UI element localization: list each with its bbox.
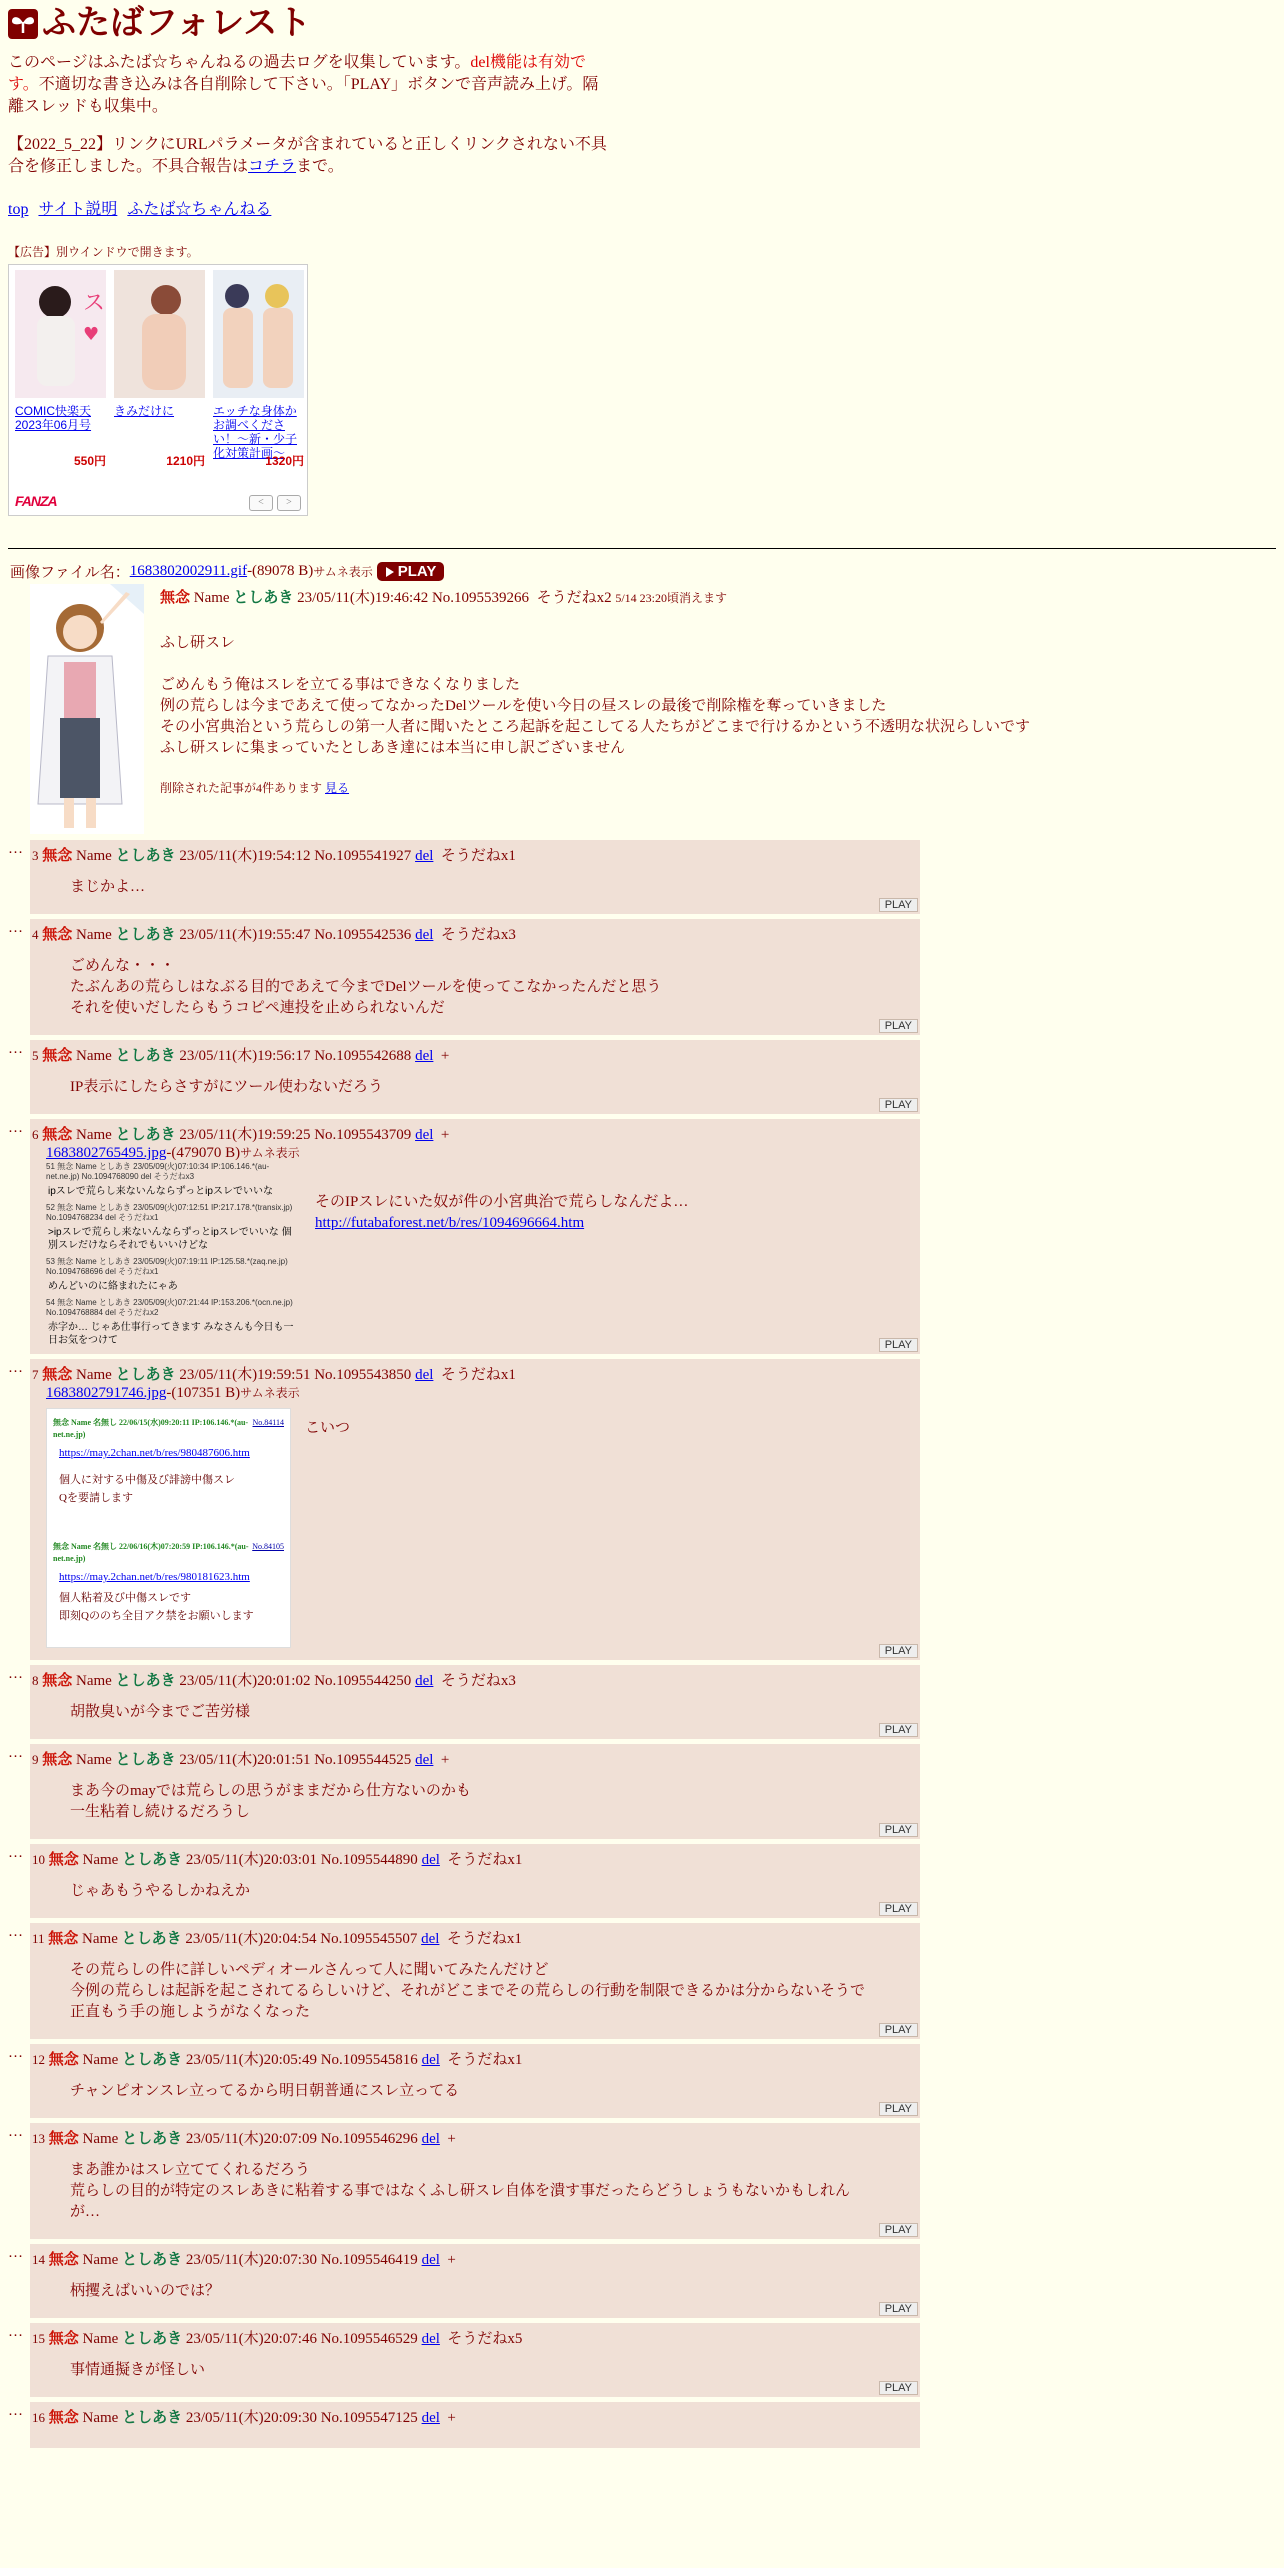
poster-name: としあき (233, 590, 294, 606)
futaba-leaf-icon (8, 9, 38, 39)
deleted-note: 削除された記事が4件あります 見る (160, 781, 350, 795)
play-button[interactable]: PLAY (879, 2302, 918, 2316)
post-number[interactable]: No.1095546419 (320, 2252, 418, 2268)
sodane-button[interactable]: そうだねx1 (447, 1852, 523, 1868)
ad-prev-button[interactable]: < (249, 495, 273, 511)
op-header: 無念 Name としあき 23/05/11(木)19:46:42 No.1095539266 そうだねx2 5/14 23:20頃消えます (160, 590, 727, 606)
reply-number: 7 (32, 1367, 39, 1382)
reply-post: … 4 無念 Name としあき 23/05/11(木)19:55:47 No.1095542536 del そうだねx3 ごめんな・・・ たぶんあの荒らしはなぶる目的であえて今までDelツールを使ってこなかったんだと思う それを使いだしたらもうコピペ連投を止められないんだ PLAY (8, 919, 1276, 1035)
del-link[interactable]: del (421, 1852, 440, 1868)
play-button[interactable]: PLAY (377, 562, 445, 581)
ad-item[interactable] (15, 270, 106, 469)
post-number[interactable]: No.1095541927 (314, 848, 412, 864)
bug-report-link[interactable]: コチラ (248, 158, 297, 175)
del-link[interactable]: del (415, 1752, 434, 1768)
reply-number: 4 (32, 927, 39, 942)
reply-number: 6 (32, 1127, 39, 1142)
post-number[interactable]: No.1095544250 (314, 1673, 412, 1689)
sodane-button[interactable]: そうだねx1 (440, 1367, 516, 1383)
show-deleted-link[interactable]: 見る (325, 781, 350, 795)
play-button[interactable]: PLAY (879, 2223, 918, 2237)
del-link[interactable]: del (421, 2410, 440, 2426)
sodane-button[interactable]: そうだねx1 (446, 1931, 522, 1947)
reply-number: 14 (32, 2252, 45, 2267)
reply-list (8, 840, 1276, 2448)
sodane-button[interactable]: + (440, 1752, 450, 1768)
divider (8, 548, 1276, 549)
site-header (8, 6, 1276, 42)
ad-item-price: 550円 (73, 454, 106, 468)
thumb-toggle[interactable]: サムネ表示 (240, 1146, 300, 1160)
sodane-button[interactable]: そうだねx3 (440, 1673, 516, 1689)
reply-post: … 9 無念 Name としあき 23/05/11(木)20:01:51 No.1095544525 del + まあ今のmayでは荒らしの思うがままだから仕方ないのかも 一生粘着し続けるだろうし PLAY (8, 1744, 1276, 1839)
reply-number: 3 (32, 848, 39, 863)
ad-cover-image[interactable] (15, 270, 106, 398)
reply-post: … 10 無念 Name としあき 23/05/11(木)20:03:01 No.1095544890 del そうだねx1 じゃあもうやるしかねえか PLAY (8, 1844, 1276, 1918)
reply-post: … 7 無念 Name としあき 23/05/11(木)19:59:51 No.1095543850 del そうだねx1 1683802791746.jpg-(107351 B)サムネ表示 No.84114 無念 Name 名無し 22/06/15(水)09:20:11 IP:106.146.*(au-net.ne.jp) https://may.2chan.net/b/res/980487606.htm 個人に対する中傷及び誹謗中傷スレ Qを要請します No.84105 無念 Name 名無し 22/06/16(木)07:20:59 IP:106.146.*(au-net.ne.jp) https://may.2chan.net/b/res/980181623.htm 個人粘着及び中傷スレです 即刻Qののち全目アク禁をお願いします こいつ PLAY (8, 1359, 1276, 1660)
ad-cover-image[interactable] (114, 270, 205, 398)
post-number[interactable]: No.1095546296 (320, 2131, 418, 2147)
sodane-button[interactable]: そうだねx3 (440, 927, 516, 943)
play-button[interactable]: PLAY (879, 1902, 918, 1916)
reply-post: … 8 無念 Name としあき 23/05/11(木)20:01:02 No.1095544250 del そうだねx3 胡散臭いが今までご苦労様 PLAY (8, 1665, 1276, 1739)
reply-post: … 14 無念 Name としあき 23/05/11(木)20:07:30 No.1095546419 del + 柄攫えばいいのでは？ PLAY (8, 2244, 1276, 2318)
reply-number: 12 (32, 2052, 45, 2067)
post-number[interactable]: No.1095546529 (320, 2331, 418, 2347)
post-subject: 無念 (160, 590, 191, 606)
reply-post: … 12 無念 Name としあき 23/05/11(木)20:05:49 No.1095545816 del そうだねx1 チャンピオンスレ立ってるから明日朝普通にスレ立ってる PLAY (8, 2044, 1276, 2118)
reply-post: … 6 無念 Name としあき 23/05/11(木)19:59:25 No.1095543709 del + 1683802765495.jpg-(479070 B)サムネ表示 51 無念 Name としあき 23/05/09(火)07:10:34 IP:106.146.*(au-net.ne.jp) No.1094768090 del そうだねx3 ipスレで荒らし来ないんならずっとipスレでいいな 52 無念 Name としあき 23/05/09(火)07:12:51 IP:217.178.*(transix.jp) No.1094768234 del そうだねx1 >ipスレで荒らし来ないんならずっとipスレでいいな 個別スレだけならそれでもいいけどな 53 無念 Name としあき 23/05/09(火)07:19:11 IP:125.58.*(zaq.ne.jp) No.1094768696 del そうだねx1 めんどいのに絡まれたにゃあ 54 無念 Name としあき 23/05/09(火)07:21:44 IP:153.206.*(ocn.ne.jp) No.1094768884 del そうだねx2 赤字か… じゃあ仕事行ってきます みなさんも今日も一日お気をつけて そのIPスレにいた奴が件の小宮典治で荒らしなんだよ… http://futabaforest.net/b/res/1094696664.htm PLAY (8, 1119, 1276, 1354)
svg-text:ス: ス (83, 291, 106, 316)
post-number[interactable]: No.1095539266 (431, 590, 530, 606)
fanza-logo: FANZA (15, 493, 57, 509)
sodane-button[interactable]: そうだねx2 (536, 590, 612, 606)
del-link[interactable]: del (421, 1931, 440, 1947)
reply-post: … 3 無念 Name としあき 23/05/11(木)19:54:12 No.1095541927 del そうだねx1 まじかよ… PLAY (8, 840, 1276, 914)
thumb-toggle[interactable]: サムネ表示 (240, 1386, 300, 1400)
nav-top-link[interactable]: top (8, 201, 29, 218)
sodane-button[interactable]: + (440, 1127, 450, 1143)
ad-item-title[interactable]: エッチな身体かお調べください！〜新・少子化対策計画〜 (213, 404, 298, 460)
reply-number: 15 (32, 2331, 45, 2346)
ad-label: 【広告】別ウインドウで開きます。 (8, 245, 199, 259)
post-number[interactable]: No.1095547125 (320, 2410, 418, 2426)
play-button[interactable]: PLAY (879, 1338, 918, 1352)
bug-notice: 【2022_5_22】リンクにURLパラメータが含まれていると正しくリンクされない不具合を修正しました。不具合報告はコチラまで。 (8, 136, 607, 175)
ad-item-price: 1320円 (265, 454, 304, 468)
play-button[interactable]: PLAY (879, 2102, 918, 2116)
reply-number: 8 (32, 1673, 39, 1688)
top-nav (8, 196, 1276, 219)
del-link[interactable]: del (421, 2131, 440, 2147)
reply-post: … 16 無念 Name としあき 23/05/11(木)20:09:30 No.1095547125 del + (8, 2402, 1276, 2448)
ad-item-price: 1210円 (166, 454, 205, 468)
ad-item[interactable] (114, 270, 205, 469)
reply-post: … 13 無念 Name としあき 23/05/11(木)20:07:09 No.1095546296 del + まあ誰かはスレ立ててくれるだろう 荒らしの目的が特定のスレあきに粘着する事ではなくふし研スレ自体を潰す事だったらどうしょうもないかもしれんが… PLAY (8, 2123, 1276, 2239)
play-icon (385, 566, 395, 578)
ad-cover-image[interactable] (213, 270, 304, 398)
del-link[interactable]: del (415, 1673, 434, 1689)
ad-banner (8, 264, 308, 516)
reply-post: … 5 無念 Name としあき 23/05/11(木)19:56:17 No.1095542688 del + IP表示にしたらさすがにツール使わないだろう PLAY (8, 1040, 1276, 1114)
del-link[interactable]: del (421, 2052, 440, 2068)
op-image[interactable] (30, 584, 144, 834)
del-link[interactable]: del (415, 1127, 434, 1143)
sodane-button[interactable]: + (447, 2131, 456, 2147)
reply-image[interactable]: 51 無念 Name としあき 23/05/09(火)07:10:34 IP:106.146.*(au-net.ne.jp) No.1094768090 del そうだねx3 ipスレで荒らし来ないんならずっとipスレでいいな 52 無念 Name としあき 23/05/09(火)07:12:51 IP:217.178.*(transix.jp) No.1094768234 del そうだねx1 >ipスレで荒らし来ないんならずっとipスレでいいな 個別スレだけならそれでもいいけどな 53 無念 Name としあき 23/05/09(火)07:19:11 IP:125.58.*(zaq.ne.jp) No.1094768696 del そうだねx1 めんどいのに絡まれたにゃあ 54 無念 Name としあき 23/05/09(火)07:21:44 IP:153.206.*(ocn.ne.jp) No.1094768884 del そうだねx2 赤字か… じゃあ仕事行ってきます みなさんも今日も一日お気をつけて (46, 1162, 294, 1346)
play-button[interactable]: PLAY (879, 1823, 918, 1837)
op-message: ふし研スレ ごめんもう俺はスレを立てる事はできなくなりました 例の荒らしは今まであえて使ってなかったDelツールを使い今日の昼スレの最後で削除権を奪っていきました その小宮典治という荒らしの第一人者に聞いたところ起訴を起こしてる人たちがどこまで行けるかという不透明な状況らしいです ふし研スレに集まっていたとしあき達には本当に申し訳ございません (160, 635, 1031, 756)
play-button[interactable]: PLAY (879, 2381, 918, 2395)
nav-futaba-link[interactable]: ふたば☆ちゃんねる (127, 201, 272, 218)
reply-number: 9 (32, 1752, 39, 1767)
play-button[interactable]: PLAY (879, 1019, 918, 1033)
site-intro: このページはふたば☆ちゃんねるの過去ログを収集しています。del機能は有効です。不適切な書き込みは各自削除して下さい。「PLAY」ボタンで音声読み上げ。隔離スレッドも収集中。 (8, 54, 599, 115)
expire-note: 5/14 23:20頃消えます (615, 591, 727, 605)
post-number[interactable]: No.1095544890 (320, 1852, 418, 1868)
post-number[interactable]: No.1095543709 (314, 1127, 412, 1143)
post-number[interactable]: No.1095545816 (320, 2052, 418, 2068)
reply-number: 5 (32, 1048, 39, 1063)
play-button[interactable]: PLAY (879, 898, 918, 912)
post-datetime: 23/05/11(木)19:46:42 (297, 590, 429, 606)
reply-post: … 15 無念 Name としあき 23/05/11(木)20:07:46 No.1095546529 del そうだねx5 事情通擬きが怪しい PLAY (8, 2323, 1276, 2397)
del-link[interactable]: del (415, 848, 434, 864)
sodane-button[interactable]: そうだねx1 (440, 848, 516, 864)
reply-image[interactable]: No.84114 無念 Name 名無し 22/06/15(水)09:20:11 IP:106.146.*(au-net.ne.jp) https://may.2chan.net/b/res/980487606.htm 個人に対する中傷及び誹謗中傷スレ Qを要請します No.84105 無念 Name 名無し 22/06/16(木)07:20:59 IP:106.146.*(au-net.ne.jp) https://may.2chan.net/b/res/980181623.htm 個人粘着及び中傷スレです 即刻Qののち全目アク禁をお願いします (46, 1408, 291, 1648)
ad-item-title[interactable]: COMIC快楽天 2023年06月号 (15, 404, 92, 432)
ad-item[interactable] (213, 270, 304, 469)
site-title: ふたばフォレスト (42, 5, 312, 42)
post-number[interactable]: No.1095544525 (314, 1752, 412, 1768)
del-link[interactable]: del (421, 2331, 440, 2347)
del-link[interactable]: del (421, 2252, 440, 2268)
op-file-link[interactable]: 1683802002911.gif (129, 563, 248, 579)
ad-next-button[interactable]: > (277, 495, 301, 511)
reply-number: 13 (32, 2131, 45, 2146)
play-button[interactable]: PLAY (879, 1098, 918, 1112)
post-number[interactable]: No.1095542536 (314, 927, 412, 943)
sodane-button[interactable]: + (447, 2410, 456, 2426)
reply-number: 16 (32, 2410, 45, 2425)
reply-post: … 11 無念 Name としあき 23/05/11(木)20:04:54 No.1095545507 del そうだねx1 その荒らしの件に詳しいペディオールさんって人に聞いてみたんだけど 今例の荒らしは起訴を起こされてるらしいけど、それがどこまでその荒らしの行動を制限できるかは分からないそうで 正直もう手の施しようがなくなった PLAY (8, 1923, 1276, 2039)
sodane-button[interactable]: + (447, 2252, 456, 2268)
op-file-line: 画像ファイル名： 1683802002911.gif -(89078 B) サムネ表示 PLAY (10, 561, 1276, 582)
post-number[interactable]: No.1095543850 (314, 1367, 412, 1383)
nav-about-link[interactable]: サイト説明 (38, 201, 118, 218)
play-button[interactable]: PLAY (879, 1723, 918, 1737)
post-number[interactable]: No.1095545507 (320, 1931, 418, 1947)
sodane-button[interactable]: そうだねx5 (447, 2331, 523, 2347)
sodane-button[interactable]: + (440, 1048, 450, 1064)
del-link[interactable]: del (415, 1367, 434, 1383)
reply-number: 10 (32, 1852, 45, 1867)
reply-number: 11 (32, 1931, 45, 1946)
play-button[interactable]: PLAY (879, 2023, 918, 2037)
play-button[interactable]: PLAY (879, 1644, 918, 1658)
del-link[interactable]: del (415, 927, 434, 943)
ad-item-title[interactable]: きみだけに (114, 404, 175, 418)
post-number[interactable]: No.1095542688 (314, 1048, 412, 1064)
svg-text:♥: ♥ (83, 324, 100, 345)
reply-file-link[interactable]: 1683802791746.jpg (46, 1385, 167, 1401)
op-post (30, 584, 1276, 834)
del-link[interactable]: del (415, 1048, 434, 1064)
sodane-button[interactable]: そうだねx1 (447, 2052, 523, 2068)
thread-link[interactable]: http://futabaforest.net/b/res/1094696664.htm (315, 1215, 585, 1231)
thumb-toggle[interactable]: サムネ表示 (313, 565, 373, 579)
reply-file-link[interactable]: 1683802765495.jpg (46, 1145, 167, 1161)
